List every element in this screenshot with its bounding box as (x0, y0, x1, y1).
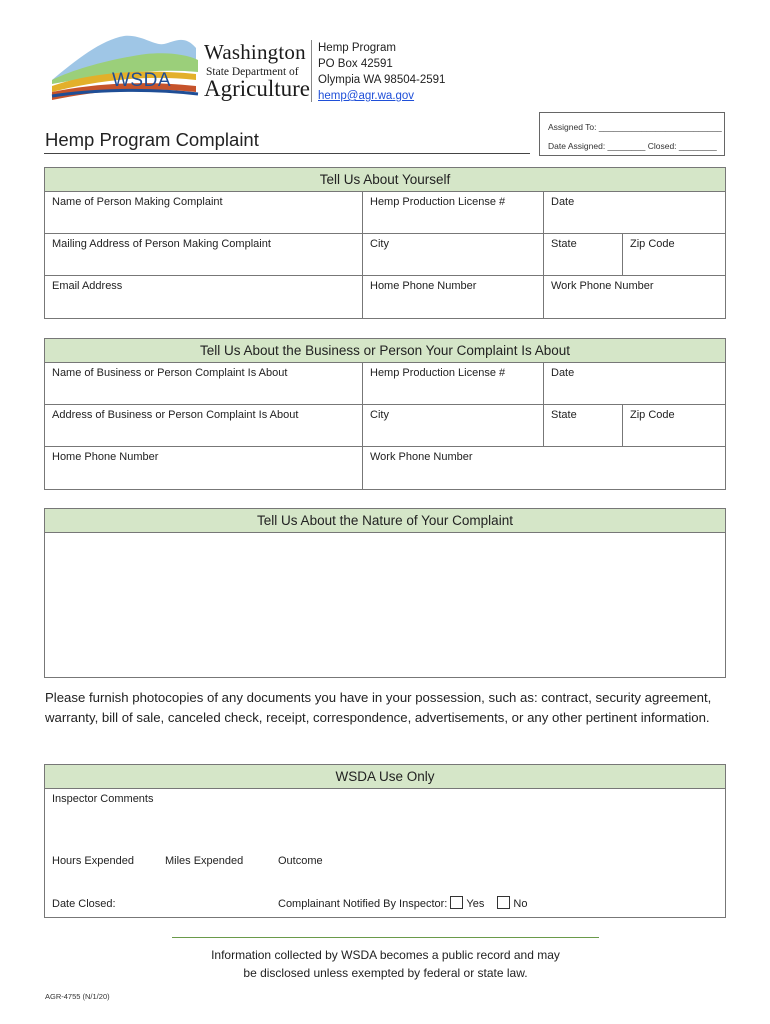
complainant-home-phone-field[interactable]: Home Phone Number (362, 276, 543, 318)
notice-line-2: be disclosed unless exempted by federal or state law. (243, 966, 528, 980)
title-underline (44, 153, 530, 154)
complainant-date-field[interactable]: Date (543, 192, 725, 233)
miles-expended-field[interactable]: Miles Expended (165, 855, 244, 867)
hours-expended-field[interactable]: Hours Expended (52, 855, 134, 867)
date-assigned-field[interactable]: Date Assigned: ________ Closed: ________ (548, 141, 717, 151)
complainant-notified-label: Complainant Notified By Inspector: (278, 898, 448, 910)
inspector-comments-field[interactable]: Inspector Comments (52, 793, 154, 805)
complainant-state-field[interactable]: State (543, 234, 622, 275)
business-state-field[interactable]: State (543, 405, 622, 446)
section-heading: Tell Us About Yourself (45, 168, 725, 192)
complainant-name-field[interactable]: Name of Person Making Complaint (52, 196, 223, 208)
no-label: No (513, 898, 528, 910)
section-about-business (44, 338, 726, 490)
business-address-field[interactable]: Address of Business or Person Complaint Is About (52, 409, 299, 421)
program-address (318, 40, 445, 104)
form-id: AGR-4755 (N/1/20) (45, 992, 110, 1001)
form-row (45, 447, 725, 489)
header-divider (311, 40, 312, 102)
business-date-field[interactable]: Date (543, 363, 725, 404)
business-city-field[interactable]: City (362, 405, 543, 446)
complainant-zip-field[interactable]: Zip Code (622, 234, 725, 275)
wsda-use-fields (45, 789, 725, 917)
form-title: Hemp Program Complaint (45, 129, 259, 150)
address-city: Olympia WA 98504-2591 (318, 74, 446, 86)
form-row (45, 276, 725, 318)
business-work-phone-field[interactable]: Work Phone Number (362, 447, 725, 489)
logo-line-agriculture: Agriculture (204, 76, 311, 101)
business-name-field[interactable]: Name of Business or Person Complaint Is About (52, 367, 288, 379)
complaint-description-area[interactable] (45, 533, 725, 677)
section-complaint-nature (44, 508, 726, 678)
section-about-yourself (44, 167, 726, 319)
logo-line-washington: Washington (204, 40, 306, 64)
assigned-to-field[interactable]: Assigned To: __________________________ (548, 122, 722, 132)
form-row (45, 363, 725, 405)
logo-line-department: State Department of (206, 66, 299, 78)
yes-label: Yes (466, 898, 485, 910)
date-closed-field[interactable]: Date Closed: (52, 898, 116, 910)
public-record-notice (172, 946, 599, 982)
yes-checkbox[interactable] (450, 896, 463, 909)
no-checkbox[interactable] (497, 896, 510, 909)
address-program: Hemp Program (318, 42, 396, 54)
complainant-city-field[interactable]: City (362, 234, 543, 275)
business-home-phone-field[interactable]: Home Phone Number (52, 451, 159, 463)
address-box: PO Box 42591 (318, 58, 393, 70)
business-zip-field[interactable]: Zip Code (622, 405, 725, 446)
complainant-mailing-address-field[interactable]: Mailing Address of Person Making Complaint (52, 238, 271, 250)
logo-abbreviation: WSDA (112, 70, 171, 91)
complainant-email-field[interactable]: Email Address (52, 280, 123, 292)
complainant-notified-group (278, 896, 527, 910)
notice-line-1: Information collected by WSDA becomes a public record and may (211, 948, 560, 962)
form-row (45, 192, 725, 234)
instructions-text: Please furnish photocopies of any documents you have in your possession, such as: contract, security agreement, warranty, bill of sale, canceled check, receipt, correspondence, advertisements, or any other pertinent information. (45, 690, 712, 725)
form-row (45, 234, 725, 276)
complainant-work-phone-field[interactable]: Work Phone Number (543, 276, 725, 318)
assignment-box (539, 112, 725, 156)
form-row (45, 405, 725, 447)
section-wsda-use-only (44, 764, 726, 918)
business-license-field[interactable]: Hemp Production License # (362, 363, 543, 404)
section-heading: Tell Us About the Nature of Your Complaint (45, 509, 725, 533)
section-heading: Tell Us About the Business or Person Your Complaint Is About (45, 339, 725, 363)
footer-rule (172, 937, 599, 938)
complainant-license-field[interactable]: Hemp Production License # (362, 192, 543, 233)
outcome-field[interactable]: Outcome (278, 855, 323, 867)
email-link[interactable]: hemp@agr.wa.gov (318, 90, 415, 102)
section-heading: WSDA Use Only (45, 765, 725, 789)
